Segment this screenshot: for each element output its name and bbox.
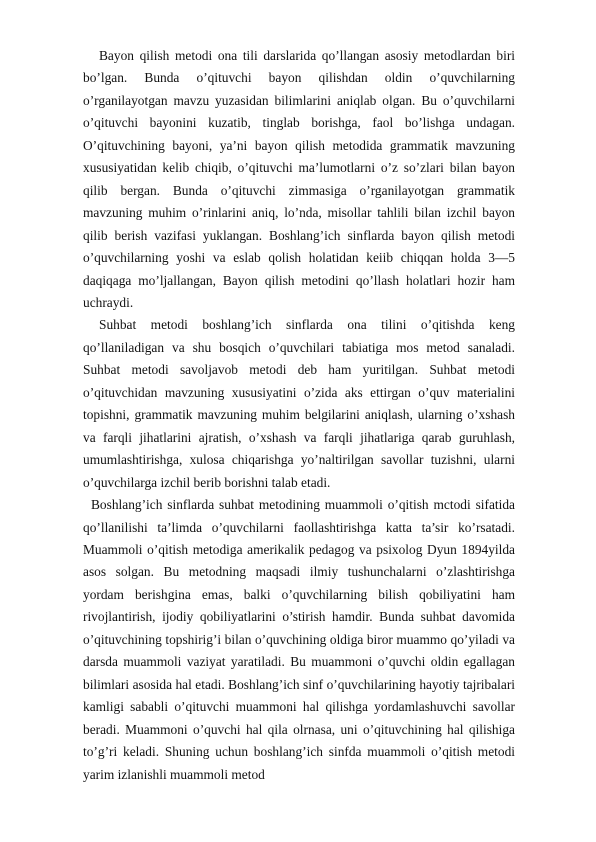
document-page	[83, 45, 515, 786]
paragraph-suhbat-metodi: Suhbat metodi boshlang’ich sinflarda ona tilini o’qitishda keng qo’llaniladigan va shu bosqich o’quvchilari tabiatiga mos metod sanaladi. Suhbat metodi savoljavob metodi deb ham yuritilgan. Suhbat metodi o’qituvchidan mavzuning xususiyatini o’zida aks ettirgan o’quv materialini topishni, grammatik mavzuning muhim belgilarini aniqlash, ularning o’xshash va farqli jihatlarini ajratish, o’xshash va farqli jihatlariga qarab guruhlash, umumlashtirishga, xulosa chiqarishga yo’naltirilgan savollar tuzishni, ularni o’quvchilarga izchil berib borishni talab etadi.	[83, 317, 515, 490]
paragraph-muammoli-oqitish: Boshlang’ich sinflarda suhbat metodining muammoli o’qitish mctodi sifatida qo’llanilishi ta’limda o’quvchilarni faollashtirishga katta ta’sir ko’rsatadi. Muammoli o’qitish metodiga amerikalik pedagog va psixolog Dyun 1894yilda asos solgan. Bu metodning maqsadi ilmiy tushunchalarni o’zlashtirishga yordam berishgina emas, balki o’quvchilarning bilish qobiliyatini ham rivojlantirish, ijodiy qobiliyatlarini o’stirish hamdir. Bunda suhbat davomida o’qituvchining topshirig’i bilan o’quvchining oldiga biror muammo qo’yiladi va darsda muammoli vaziyat yaratiladi. Bu muammoni o’quvchi oldin egallagan bilimlari asosida hal etadi. Boshlang’ich sinf o’quvchilarining hayotiy tajribalari kamligi sababli o’qituvchi muammoni hal qilishga yordamlashuvchi savollar beradi. Muammoni o’quvchi hal qila olrnasa, uni o’qituvchining hal qilishiga to’g’ri keladi. Shuning uchun boshlang’ich sinfda muammoli o’qitish metodi yarim izlanishli muammoli metod	[83, 497, 515, 782]
paragraph-bayon-qilish-metodi: Bayon qilish metodi ona tili darslarida qo’llangan asosiy metodlardan biri bo’lgan. Bunda o’qituvchi bayon qilishdan oldin o’quvchilarning o’rganilayotgan mavzu yuzasidan bilimlarini aniqlab olgan. Bu o’quvchilarni o’qituvchi bayonini kuzatib, tinglab borishga, faol bo’lishga undagan. O’qituvchining bayoni, ya’ni bayon qilish metodida grammatik mavzuning xususiyatidan kelib chiqib, o’qituvchi ma’lumotlarni o’z so’zlari bilan bayon qilib bergan. Bunda o’qituvchi zimmasiga o’rganilayotgan grammatik mavzuning muhim o’rinlarini aniq, lo’nda, misollar tahlili bilan izchil bayon qilib berish vazifasi yuklangan. Boshlang’ich sinflarda bayon qilish metodi o’quvchilarning yoshi va eslab qolish holatidan keiib chiqqan holda 3—5 daqiqaga mo’ljallangan, Bayon qilish metodini qo’llash holatlari hozir ham uchraydi.	[83, 48, 515, 310]
